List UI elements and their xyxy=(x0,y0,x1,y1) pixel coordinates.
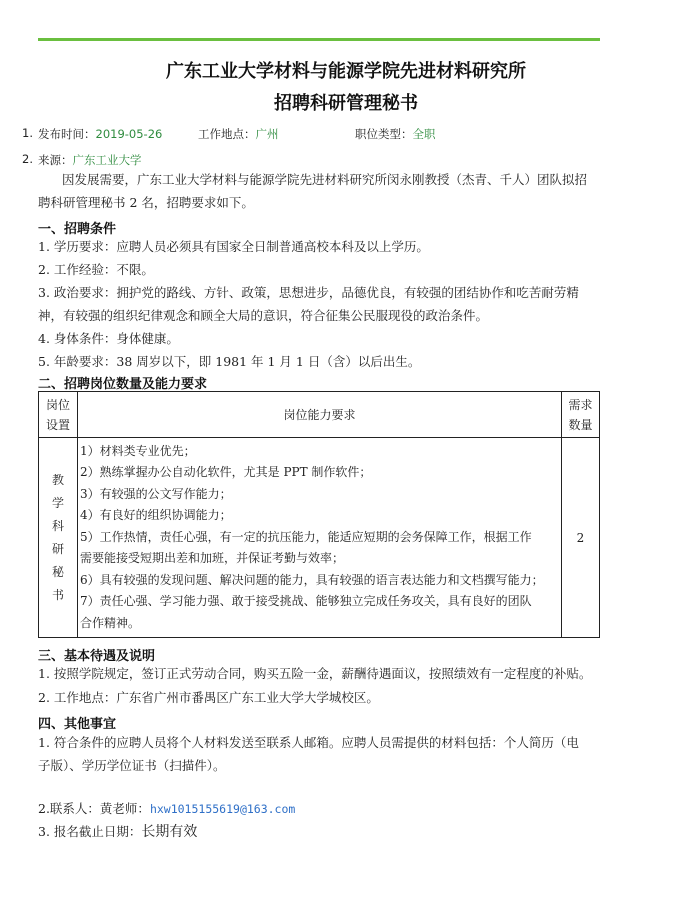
requirement-item: 合作精神。 xyxy=(80,615,141,630)
header-count-line1: 需求 xyxy=(568,397,593,412)
job-type-field xyxy=(355,126,436,142)
section1-heading: 一、招聘条件 xyxy=(38,222,117,237)
publish-date-label: 发布时间： xyxy=(38,127,96,141)
section3-heading: 三、基本待遇及说明 xyxy=(38,649,156,664)
header-requirements-cell: 岗位能力要求 xyxy=(78,392,562,438)
meta-item2-number: 2. xyxy=(22,152,33,166)
requirement-item: 5）工作热情，责任心强，有一定的抗压能力，能适应短期的会务保障工作，根据工作 xyxy=(80,529,532,544)
table-header-row xyxy=(39,392,600,438)
intro-line1: 因发展需要，广东工业大学材料与能源学院先进材料研究所闵永刚教授（杰青、千人）团队拟招 xyxy=(62,172,588,187)
deadline-value: 长期有效 xyxy=(141,824,198,840)
intro-line2: 聘科研管理秘书 2 名，招聘要求如下。 xyxy=(38,195,254,210)
publish-date-field xyxy=(38,126,162,142)
section3-item1: 1. 按照学院规定，签订正式劳动合同，购买五险一金，薪酬待遇面议，按照绩效有一定程度的补贴。 xyxy=(38,666,592,681)
section1-item3-line1: 3. 政治要求：拥护党的路线、方针、政策，思想进步，品德优良，有较强的团结协作和吃苦耐劳精 xyxy=(38,285,579,300)
location-value: 广州 xyxy=(255,127,279,141)
document-title-line1: 广东工业大学材料与能源学院先进材料研究所 xyxy=(166,61,526,82)
section3-item2: 2. 工作地点：广东省广州市番禺区广东工业大学大学城校区。 xyxy=(38,690,379,705)
header-count-cell xyxy=(562,392,600,438)
requirement-item: 2）熟练掌握办公自动化软件，尤其是 PPT 制作软件； xyxy=(80,465,372,480)
section1-item3-line2: 神，有较强的组织纪律观念和顾全大局的意识，符合征集公民服现役的政治条件。 xyxy=(38,308,489,323)
section1-item4: 4. 身体条件：身体健康。 xyxy=(38,331,179,346)
location-label: 工作地点： xyxy=(198,127,256,141)
location-field xyxy=(198,126,279,142)
position-char: 科 xyxy=(51,518,64,533)
job-type-value: 全职 xyxy=(412,127,436,141)
section1-item2: 2. 工作经验：不限。 xyxy=(38,262,154,277)
requirement-item: 4）有良好的组织协调能力； xyxy=(80,508,232,523)
header-rule xyxy=(38,38,600,41)
header-position-line1: 岗位 xyxy=(45,397,70,412)
document-title-line2: 招聘科研管理秘书 xyxy=(274,93,418,114)
position-cell xyxy=(39,438,78,638)
contact-email-link[interactable]: hxw1015155619@163.com xyxy=(149,802,296,816)
position-char: 秘 xyxy=(51,564,64,579)
meta-item1-number: 1. xyxy=(22,126,33,140)
source-field xyxy=(38,152,142,168)
section2-heading: 二、招聘岗位数量及能力要求 xyxy=(38,377,208,392)
requirement-item: 1）材料类专业优先； xyxy=(80,443,196,458)
section4-item1-line1: 1. 符合条件的应聘人员将个人材料发送至联系人邮箱。应聘人员需提供的材料包括：个人简历（电 xyxy=(38,735,579,750)
position-char: 学 xyxy=(51,495,64,510)
requirements-table xyxy=(38,391,600,638)
deadline-line xyxy=(38,820,197,844)
requirement-item: 6）具有较强的发现问题、解决问题的能力，具有较强的语言表达能力和文档撰写能力； xyxy=(80,572,544,587)
job-type-label: 职位类型： xyxy=(355,127,413,141)
count-cell: 2 xyxy=(562,438,600,638)
position-char: 书 xyxy=(51,587,64,602)
header-position-line2: 设置 xyxy=(45,417,70,432)
header-count-line2: 数量 xyxy=(568,417,593,432)
source-label: 来源： xyxy=(38,153,73,167)
publish-date-value: 2019-05-26 xyxy=(95,127,163,141)
section1-item5: 5. 年龄要求：38 周岁以下，即 1981 年 1 月 1 日（含）以后出生。 xyxy=(38,354,421,369)
requirements-cell xyxy=(78,438,562,638)
contact-label: 2.联系人：黄老师： xyxy=(38,801,150,816)
position-char: 教 xyxy=(51,472,64,487)
section1-item1: 1. 学历要求：应聘人员必须具有国家全日制普通高校本科及以上学历。 xyxy=(38,239,429,254)
requirement-item: 3）有较强的公文写作能力； xyxy=(80,486,232,501)
deadline-label: 3. 报名截止日期： xyxy=(38,824,142,839)
section4-item1-line2: 子版）、学历学位证书（扫描件）。 xyxy=(38,758,226,773)
requirement-item: 需要能接受短期出差和加班，并保证考勤与效率； xyxy=(80,551,345,566)
header-position-cell xyxy=(39,392,78,438)
table-row xyxy=(39,438,600,638)
contact-line xyxy=(38,797,295,821)
requirement-item: 7）责任心强、学习能力强、敢于接受挑战、能够独立完成任务攻关，具有良好的团队 xyxy=(80,594,532,609)
section4-heading: 四、其他事宜 xyxy=(38,717,117,732)
source-value[interactable]: 广东工业大学 xyxy=(72,153,142,167)
position-char: 研 xyxy=(51,541,64,556)
